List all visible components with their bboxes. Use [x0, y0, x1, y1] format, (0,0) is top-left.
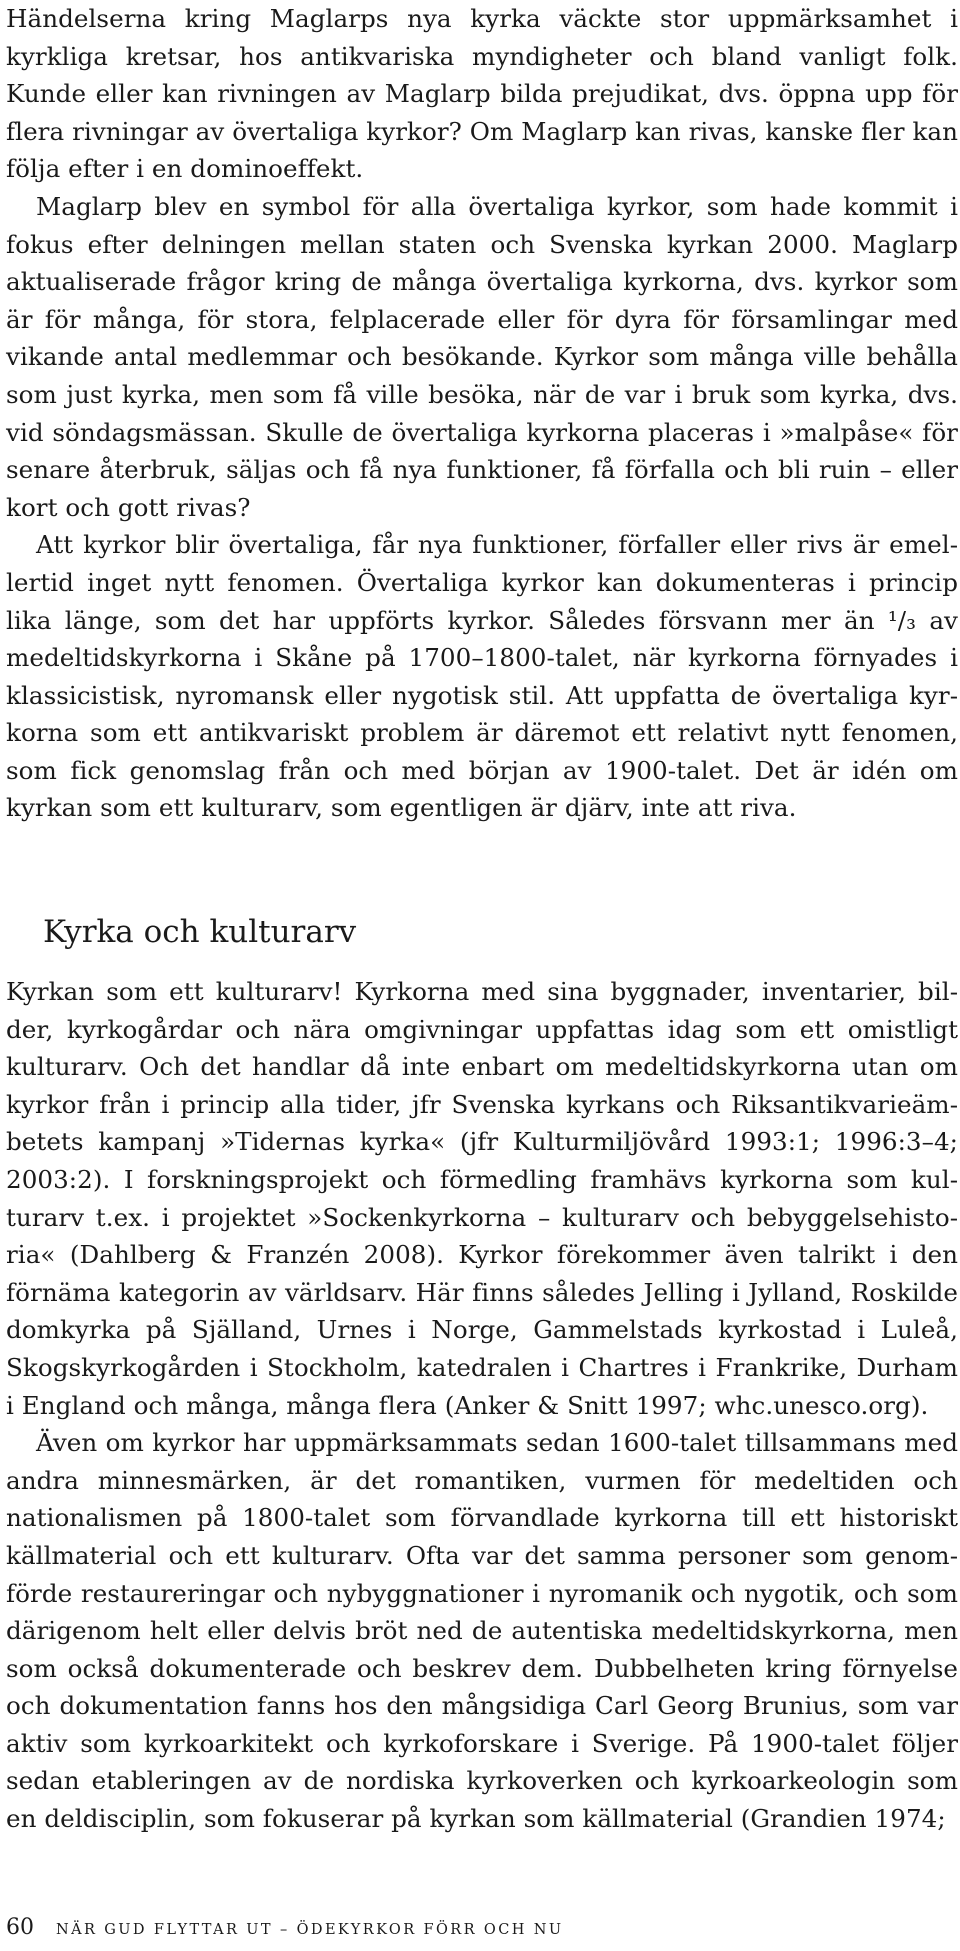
body-text-top — [6, 0, 958, 827]
page-footer — [6, 1914, 563, 1944]
paragraph: Även om kyrkor har uppmärksammats sedan 1600-talet tillsammans med andra minnesmärken, är det romantiken, vurmen för medeltiden och nationalismen på 1800-talet som förvandlade kyrkorna till ett historiskt källmaterial och ett kulturarv. Ofta var det samma personer som genomförde restaureringar och nybyggnationer i nyromanik och nygotik, och som därigenom helt eller delvis bröt ned de autentiska medeltidskyrkorna, men som också dokumenterade och beskrev dem. Dubbelheten kring förnyelse och dokumentation fanns hos den mångsidiga Carl Georg Brunius, som var aktiv som kyrkoarkitekt och kyrkoforskare i Sverige. På 1900-talet följer sedan etableringen av de nordiska kyrkoverken och kyrkoarkeologin som en deldisciplin, som fokuserar på kyrkan som källmaterial (Grandien 1974; — [6, 1428, 958, 1834]
paragraph: Kyrkan som ett kulturarv! Kyrkorna med sina byggnader, inventarier, bilder, kyrkogårdar och nära omgivningar uppfattas idag som ett omistligt kulturarv. Och det handlar då inte enbart om medeltidskyrkorna utan om kyrkor från i princip alla tider, jfr Svenska kyrkans och Riksantikvarieämbetets kampanj »Tidernas kyrka« (jfr Kulturmiljövård 1993:1; 1996:3–4; 2003:2). I forskningsprojekt och förmedling framhävs kyrkorna som kulturarv t.ex. i projektet »Sockenkyrkorna – kulturarv och bebyggelsehistoria« (Dahlberg & Franzén 2008). Kyrkor förekommer även talrikt i den förnäma kategorin av världsarv. Här finns således Jelling i Jylland, Roskilde domkyrka på Själland, Urnes i Norge, Gammelstads kyrkostad i Luleå, Skogskyrkogården i Stockholm, katedralen i Chartres i Frankrike, Durham i England och många, många flera (Anker & Snitt 1997; whc.unesco.org). — [6, 977, 958, 1420]
body-text-bottom — [6, 973, 958, 1838]
section-heading: Kyrka och kulturarv — [43, 914, 357, 950]
paragraph: Att kyrkor blir övertaliga, får nya funktioner, förfaller eller rivs är emellertid inget nytt fenomen. Övertaliga kyrkor kan dokumenteras i princip lika länge, som det har uppförts kyrkor. Således försvann mer än ¹/₃ av medeltidskyrkorna i Skåne på 1700–1800-talet, när kyrkorna förnyades i klassicistisk, nyromansk eller nygotisk stil. Att uppfatta de övertaliga kyrkorna som ett antikvariskt problem är däremot ett relativt nytt fenomen, som fick genomslag från och med början av 1900-talet. Det är idén om kyrkan som ett kulturarv, som egentligen är djärv, inte att riva. — [6, 530, 958, 823]
paragraph: Maglarp blev en symbol för alla övertaliga kyrkor, som hade kommit i fokus efter delningen mellan staten och Svenska kyrkan 2000. Maglarp aktualiserade frågor kring de många övertaliga kyrkorna, dvs. kyrkor som är för många, för stora, felplacerade eller för dyra för församlingar med vikande antal medlemmar och besökande. Kyrkor som många ville behålla som just kyrka, men som få ville besöka, när de var i bruk som kyrka, dvs. vid söndagsmässan. Skulle de övertaliga kyrkorna placeras i »malpåse« för senare återbruk, säljas och få nya funktioner, få förfalla och bli ruin – eller kort och gott rivas? — [6, 191, 958, 522]
running-title: NÄR GUD FLYTTAR UT – ÖDEKYRKOR FÖRR OCH NU — [56, 1922, 564, 1938]
page-number: 60 — [6, 1915, 34, 1940]
paragraph: Händelserna kring Maglarps nya kyrka väckte stor uppmärksamhet i kyrkliga kretsar, hos antikvariska myndigheter och bland vanligt folk. Kunde eller kan rivningen av Maglarp bilda prejudikat, dvs. öppna upp för flera rivningar av övertaliga kyrkor? Om Maglarp kan rivas, kanske fler kan följa efter i en dominoeffekt. — [6, 4, 958, 184]
